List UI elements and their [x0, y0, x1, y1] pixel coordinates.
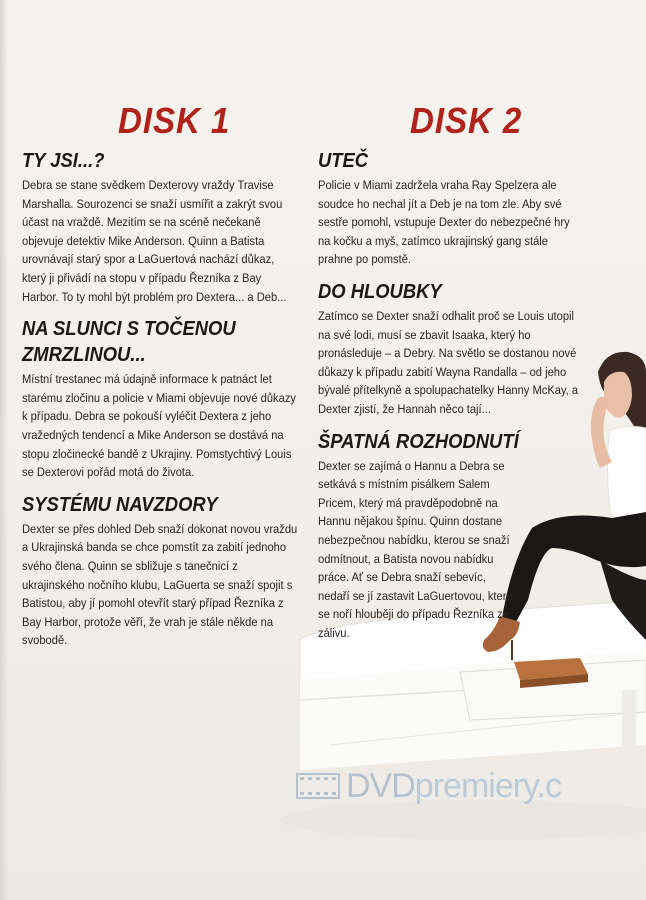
- woman-top: [607, 426, 646, 522]
- watermark-text-dvd: DVD: [346, 766, 415, 805]
- disk1-column: [22, 150, 298, 650]
- disk1-heading: DISK 1: [118, 100, 231, 141]
- episode-block: [318, 431, 518, 643]
- episode-block: [318, 281, 580, 419]
- episode-block: [22, 318, 298, 482]
- table-leg: [622, 690, 636, 810]
- watermark-text-premiery: premiery.c: [414, 766, 561, 805]
- episode-title: DO HLOUBKY: [318, 280, 442, 303]
- episode-synopsis: Debra se stane svědkem Dexterovy vraždy Travise Marshalla. Sourozenci se snaží usmířit a zakrýt svou účast na vraždě. Mezitím se na scéně nečekaně objevuje detektiv Mike Anderson. Quinn a Batista urovnávají starý spor a LaGuertová nachází důkaz, který ji přivádí na stopu v případu Řezníka z Bay Harbor. To ty mohl být problém pro Dextera... a Deb...: [22, 178, 287, 304]
- episode-synopsis: Dexter se přes dohled Deb snaží dokonat novou vraždu a Ukrajinská banda se chce pomstít za zabití jednoho svého člena. Quinn se sbližuje s tanečnicí z ukrajinského nočního klubu, LaGuerta se snaží spojit s Batistou, aby jí pomohl otevřít starý případ Řezníka z Bay Harbor, protože věří, že vrah je stále někde na svobodě.: [22, 521, 298, 648]
- episode-synopsis: Zatímco se Dexter snaží odhalit proč se Louis utopil na své lodi, musí se zbavit Isaaka, který ho pronásleduje – a Debry. Na světlo se dostanou nové důkazy k případu zabití Wayna Randalla – od jeho bývalé přítelkyně a spolupachatelky Hanny McKay, a Dexter zjistí, že Hannah něco tají...: [318, 308, 579, 416]
- episode-synopsis: Policie v Miami zadržela vraha Ray Spelzera ale soudce ho nechal jít a Deb je na tom zle. Aby své sestře pomohl, vstupuje Dexter do nebezpečné hry na kočku a myš, zatímco ukrajinský gang stále prahne po pomstě.: [318, 178, 570, 267]
- episode-title-line2: ZMRZLINOU...: [22, 344, 146, 367]
- watermark: [296, 764, 596, 808]
- episode-title: TY JSI...?: [22, 150, 105, 172]
- episode-block: [318, 150, 580, 269]
- episode-title: ŠPATNÁ ROZHODNUTÍ: [318, 430, 519, 453]
- episode-block: [22, 494, 298, 650]
- disk2-heading: DISK 2: [410, 100, 523, 141]
- episode-synopsis: Místní trestanec má údajně informace k patnáct let starému zločinu a policie v Miami objevuje nové důkazy k případu. Debra se pokouší vyléčit Dextera z jeho vražedných tendencí a Mike Anderson se dostává na stopu zločinecké bandě z Ukrajiny. Pomstychtivý Louis se Dexterovi pořád motá do života.: [22, 372, 296, 480]
- episode-title: SYSTÉMU NAVZDORY: [22, 493, 218, 516]
- disk2-column: [318, 150, 580, 642]
- episode-block: [22, 150, 298, 306]
- episode-synopsis: Dexter se zajímá o Hannu a Debra se setkává s místním pisálkem Salem Pricem, který má pravděpodobně na Hannu nějakou špínu. Quinn dostane nebezpečnou nabídku, kterou se snaží odmítnout, a Batista novou nabídku práce. Ať se Debra snaží sebevíc, nedaří se jí zastavit LaGuertovou, která se noří hlouběji do případu Řezníka ze zálivu.: [318, 458, 513, 640]
- episode-title: UTEČ: [318, 150, 369, 172]
- episode-title-line1: NA SLUNCI S TOČENOU: [22, 318, 236, 341]
- film-strip-icon: [296, 773, 340, 799]
